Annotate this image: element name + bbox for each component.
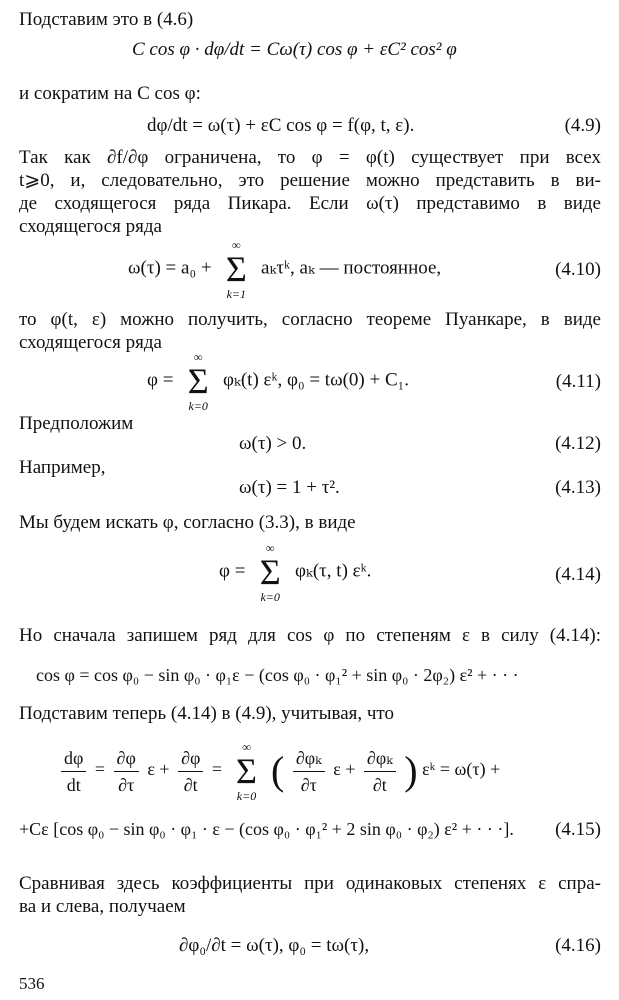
sum-lower-limit: k=0 <box>236 789 257 803</box>
sigma-glyph: Σ <box>187 361 209 401</box>
equation-part: φ = <box>219 560 246 582</box>
fraction <box>293 747 325 796</box>
equation-number: (4.16) <box>555 935 601 956</box>
equation-body: cos φ = cos φ₀ − sin φ₀ · φ₁ε − (cos φ₀ · φ₁² + sin φ₀ · 2φ₂) ε² + · · · <box>36 665 519 685</box>
fraction <box>178 747 203 796</box>
equation-body <box>57 740 501 803</box>
text-line: Подставим это в (4.6) <box>19 9 194 30</box>
equation-4-14 <box>19 543 601 603</box>
equation-part: aₖτᵏ, aₖ — постоянное, <box>261 257 442 279</box>
text-line: то φ(t, ε) можно получить, согласно теореме Пуанкаре, в виде <box>19 309 601 330</box>
text-line: Предположим <box>19 413 134 434</box>
fraction <box>114 747 139 796</box>
equation-body: C cos φ · dφ/dt = Cω(τ) cos φ + εC² cos² φ <box>132 39 457 60</box>
equation-body: ∂φ₀/∂t = ω(τ), φ₀ = tω(τ), <box>179 935 370 956</box>
sum-upper-limit: ∞ <box>242 740 251 754</box>
equation-part: ε + <box>147 759 170 780</box>
fraction <box>364 747 396 796</box>
sum-upper-limit: ∞ <box>265 541 275 555</box>
equation-4-16 <box>19 934 601 974</box>
equation-part: = <box>211 759 223 780</box>
equation-body: dφ/dt = ω(τ) + εC cos φ = f(φ, t, ε). <box>147 115 415 136</box>
fraction <box>61 747 86 796</box>
equation-number: (4.12) <box>555 433 601 454</box>
equation-4-11 <box>19 352 601 412</box>
equation-number: (4.13) <box>555 477 601 498</box>
text-line: и сократим на C cos φ: <box>19 83 201 104</box>
summation-sign <box>253 541 287 604</box>
numerator: ∂φ <box>114 747 139 772</box>
page-number: 536 <box>19 974 45 993</box>
denominator: ∂τ <box>300 774 317 795</box>
right-parenthesis: ) <box>404 748 418 793</box>
sigma-glyph: Σ <box>236 751 257 791</box>
equation-number: (4.9) <box>564 115 601 136</box>
text-line: Так как ∂f/∂φ ограничена, то φ = φ(t) существует при всех <box>19 147 601 168</box>
denominator: ∂t <box>183 774 198 795</box>
equation-4-13 <box>19 476 601 516</box>
sum-lower-limit: k=0 <box>188 399 208 413</box>
denominator: dt <box>66 774 81 795</box>
numerator: ∂φ <box>178 747 203 772</box>
denominator: ∂t <box>372 774 387 795</box>
sum-lower-limit: k=0 <box>260 590 280 604</box>
equation-body <box>219 541 372 604</box>
equation-part: φ = <box>147 369 174 391</box>
equation-4-15-line1 <box>19 742 601 808</box>
equation-body: +Cε [cos φ₀ − sin φ₀ · φ₁ · ε − (cos φ₀ · φ₁² + 2 sin φ₀ · φ₂) ε² + · · ·]. <box>19 819 514 839</box>
equation-unnumbered <box>19 38 601 78</box>
summation-sign <box>219 238 253 301</box>
summation-sign <box>181 350 215 413</box>
sigma-glyph: Σ <box>225 249 247 289</box>
numerator: dφ <box>61 747 86 772</box>
equation-4-15-line2 <box>19 818 601 858</box>
equation-body <box>147 350 409 413</box>
equation-number: (4.11) <box>555 371 601 392</box>
denominator: ∂τ <box>118 774 135 795</box>
equation-part: ω(τ) = a₀ + <box>128 257 212 279</box>
sum-upper-limit: ∞ <box>232 238 241 252</box>
book-page <box>19 0 601 1000</box>
equation-number: (4.14) <box>555 564 601 585</box>
text-line: де сходящегося ряда Пикара. Если ω(τ) представимо в виде <box>19 193 601 214</box>
text-line: t⩾0, и, следовательно, это решение можно представить в ви- <box>19 170 601 191</box>
numerator: ∂φₖ <box>293 747 325 772</box>
numerator: ∂φₖ <box>364 747 396 772</box>
text-line: ва и слева, получаем <box>19 896 186 917</box>
equation-number: (4.10) <box>555 259 601 280</box>
summation-sign <box>230 740 264 803</box>
text-line: Например, <box>19 457 106 478</box>
equation-body: ω(τ) = 1 + τ². <box>239 477 340 498</box>
equation-part: εᵏ = ω(τ) + <box>422 759 501 780</box>
equation-number: (4.15) <box>555 819 601 840</box>
equation-part: φₖ(t) εᵏ, φ₀ = tω(0) + C₁. <box>222 369 409 391</box>
text-line: Но сначала запишем ряд для cos φ по степеням ε в силу (4.14): <box>19 625 601 646</box>
equation-4-12 <box>19 432 601 472</box>
sum-upper-limit: ∞ <box>193 350 203 364</box>
text-line: сходящегося ряда <box>19 216 162 237</box>
text-line: сходящегося ряда <box>19 332 162 353</box>
equation-part: φₖ(τ, t) εᵏ. <box>294 560 372 582</box>
sigma-glyph: Σ <box>259 552 281 592</box>
equation-part: = <box>94 759 106 780</box>
equation-4-10 <box>19 240 601 300</box>
text-line: Подставим теперь (4.14) в (4.9), учитывая, что <box>19 703 394 724</box>
text-line: Мы будем искать φ, согласно (3.3), в виде <box>19 512 356 533</box>
equation-body: ω(τ) > 0. <box>239 433 307 454</box>
sum-lower-limit: k=1 <box>226 287 247 301</box>
equation-unnumbered <box>19 664 601 704</box>
text-line: Сравнивая здесь коэффициенты при одинаковых степенях ε спра- <box>19 873 601 894</box>
left-parenthesis: ( <box>271 748 285 793</box>
equation-part: ε + <box>333 759 356 780</box>
equation-body <box>128 238 442 301</box>
